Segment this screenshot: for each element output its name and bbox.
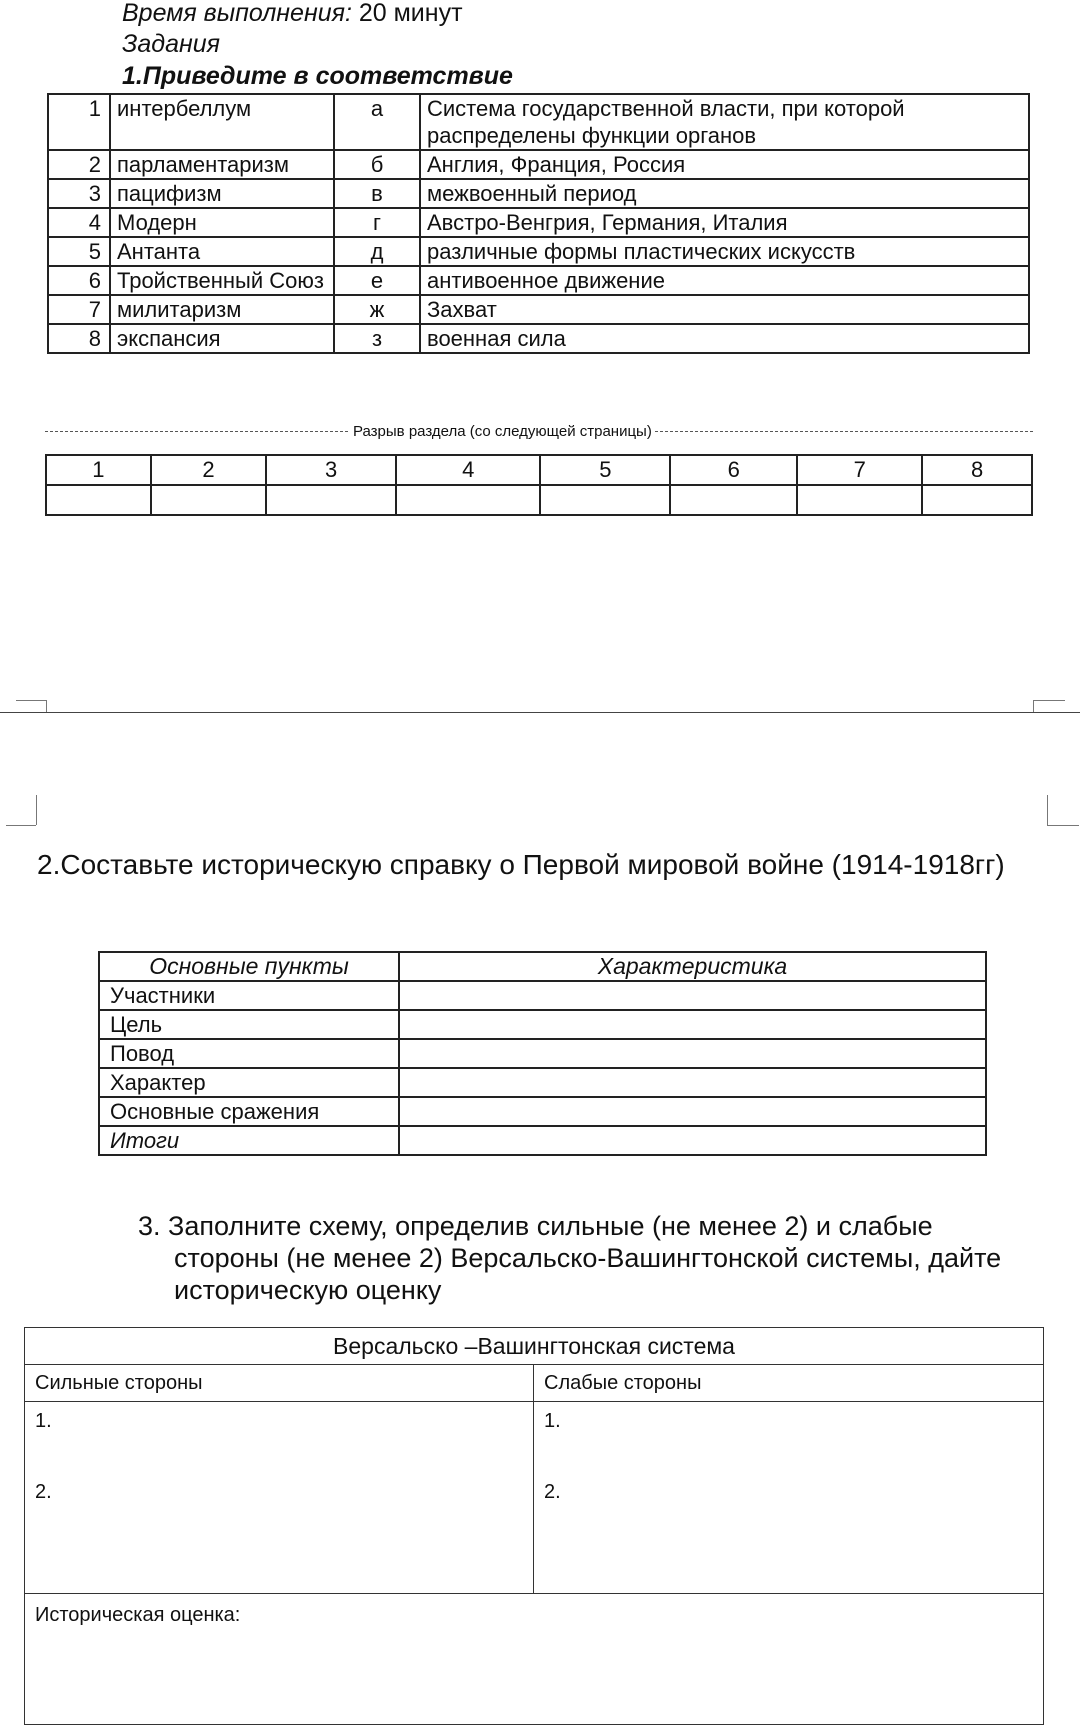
term: Модерн: [110, 208, 334, 237]
point-label: Основные сражения: [99, 1097, 399, 1126]
margin-mark: [46, 700, 47, 712]
answer-header: 1: [46, 455, 151, 485]
answer-cell[interactable]: [396, 485, 540, 515]
matching-row: [48, 179, 1029, 208]
weak-item-1: 1.: [544, 1410, 561, 1432]
term: Тройственный Союз: [110, 266, 334, 295]
task2-table: [98, 951, 987, 1156]
answer-cell[interactable]: [151, 485, 266, 515]
answer-header: 4: [396, 455, 540, 485]
definition: военная сила: [420, 324, 1029, 353]
definition: Англия, Франция, Россия: [420, 150, 1029, 179]
letter: е: [334, 266, 420, 295]
row-number: 5: [48, 237, 110, 266]
answer-header: 8: [922, 455, 1032, 485]
characteristic-cell[interactable]: [399, 1097, 986, 1126]
weak-label: Слабые стороны: [534, 1365, 1044, 1402]
characteristic-cell[interactable]: [399, 1068, 986, 1097]
row-number: 8: [48, 324, 110, 353]
margin-mark: [6, 825, 36, 826]
answer-header: 2: [151, 455, 266, 485]
task3-title-text: 3. Заполните схему, определив сильные (не менее 2) и слабые стороны (не менее 2) Версальско-Вашингтонской системы, дайте историческую оценку: [138, 1211, 1002, 1305]
matching-row: [48, 266, 1029, 295]
time-value: 20 минут: [351, 0, 463, 27]
task1-title: 1.Приведите в соответствие: [122, 62, 513, 90]
answer-header: 3: [266, 455, 396, 485]
letter: ж: [334, 295, 420, 324]
answer-cell[interactable]: [46, 485, 151, 515]
task2-row: [99, 1039, 986, 1068]
row-number: 6: [48, 266, 110, 295]
characteristic-cell[interactable]: [399, 1010, 986, 1039]
answer-header: 5: [540, 455, 670, 485]
definition: межвоенный период: [420, 179, 1029, 208]
letter: з: [334, 324, 420, 353]
scheme-table: [24, 1327, 1044, 1725]
margin-mark: [1047, 825, 1079, 826]
page-separator: [0, 712, 1080, 713]
task2-row: [99, 981, 986, 1010]
col-characteristic-header: Характеристика: [399, 952, 986, 981]
answer-cell[interactable]: [670, 485, 797, 515]
term: парламентаризм: [110, 150, 334, 179]
matching-row: [48, 237, 1029, 266]
characteristic-cell[interactable]: [399, 1039, 986, 1068]
term: Антанта: [110, 237, 334, 266]
definition: Захват: [420, 295, 1029, 324]
margin-mark: [1047, 795, 1048, 825]
row-number: 2: [48, 150, 110, 179]
margin-mark: [36, 795, 37, 825]
tasks-label: Задания: [122, 30, 220, 58]
characteristic-cell[interactable]: [399, 1126, 986, 1155]
answer-grid: [45, 454, 1033, 516]
point-label: Итоги: [99, 1126, 399, 1155]
row-number: 7: [48, 295, 110, 324]
letter: в: [334, 179, 420, 208]
answer-header: 6: [670, 455, 797, 485]
definition: антивоенное движение: [420, 266, 1029, 295]
answer-cell[interactable]: [266, 485, 396, 515]
term: пацифизм: [110, 179, 334, 208]
definition: Австро-Венгрия, Германия, Италия: [420, 208, 1029, 237]
matching-row: [48, 295, 1029, 324]
task2-row: [99, 1097, 986, 1126]
assessment-label: Историческая оценка:: [35, 1604, 241, 1626]
task2-row: [99, 1010, 986, 1039]
col-points-header: Основные пункты: [99, 952, 399, 981]
section-break-label: Разрыв раздела (со следующей страницы): [350, 423, 655, 440]
strong-item-2: 2.: [35, 1481, 52, 1503]
matching-row: [48, 94, 1029, 150]
scheme-title: Версальско –Вашингтонская система: [25, 1328, 1044, 1365]
assessment-cell: [25, 1594, 1044, 1725]
letter: д: [334, 237, 420, 266]
task2-title: 2.Составьте историческую справку о Первой мировой войне (1914-1918гг): [37, 849, 1005, 880]
row-number: 3: [48, 179, 110, 208]
letter: г: [334, 208, 420, 237]
margin-mark: [16, 700, 46, 701]
matching-table: [47, 93, 1030, 354]
task3-title: [138, 1210, 1008, 1306]
row-number: 4: [48, 208, 110, 237]
characteristic-cell[interactable]: [399, 981, 986, 1010]
answer-cell[interactable]: [540, 485, 670, 515]
matching-row: [48, 208, 1029, 237]
term: интербеллум: [110, 94, 334, 150]
point-label: Участники: [99, 981, 399, 1010]
definition: различные формы пластических искусств: [420, 237, 1029, 266]
term: экспансия: [110, 324, 334, 353]
point-label: Повод: [99, 1039, 399, 1068]
definition: Система государственной власти, при которой распределены функции органов: [420, 94, 1029, 150]
answer-header: 7: [797, 455, 922, 485]
row-number: 1: [48, 94, 110, 150]
weak-item-2: 2.: [544, 1481, 561, 1503]
time-line: [122, 0, 463, 29]
term: милитаризм: [110, 295, 334, 324]
task2-row: [99, 1126, 986, 1155]
margin-mark: [1033, 700, 1065, 701]
point-label: Цель: [99, 1010, 399, 1039]
strong-cell: [25, 1402, 534, 1594]
matching-row: [48, 324, 1029, 353]
strong-item-1: 1.: [35, 1410, 52, 1432]
weak-cell: [534, 1402, 1044, 1594]
matching-row: [48, 150, 1029, 179]
task2-row: [99, 1068, 986, 1097]
strong-label: Сильные стороны: [25, 1365, 534, 1402]
letter: а: [334, 94, 420, 150]
answer-cell[interactable]: [922, 485, 1032, 515]
letter: б: [334, 150, 420, 179]
answer-cell[interactable]: [797, 485, 922, 515]
point-label: Характер: [99, 1068, 399, 1097]
time-label: Время выполнения:: [122, 0, 352, 27]
margin-mark: [1033, 700, 1034, 712]
